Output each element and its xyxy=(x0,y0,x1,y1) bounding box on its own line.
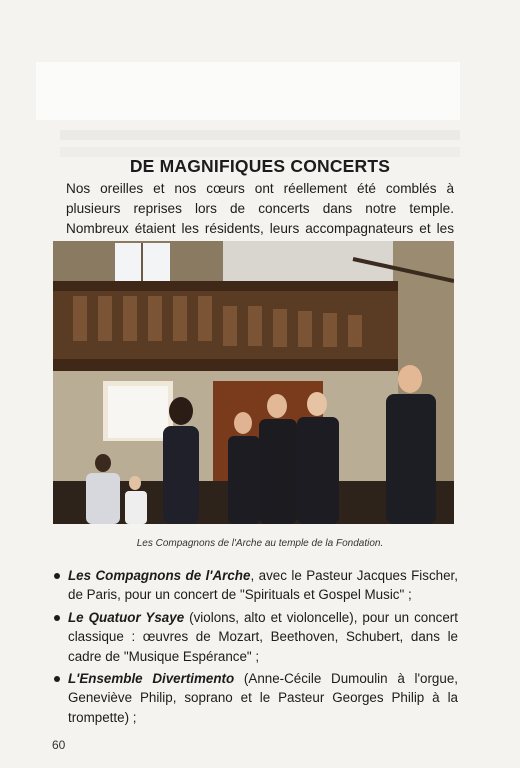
list-item xyxy=(54,608,458,666)
blank-header-band xyxy=(36,62,460,120)
list-item xyxy=(54,566,458,605)
bullet-icon xyxy=(54,615,60,621)
intro-paragraph: Nos oreilles et nos cœurs ont réellement été comblés à plusieurs reprises lors de concerts dans notre temple. Nombreux étaient les résidents, leurs accompagnateurs et les xyxy=(66,181,454,236)
concert-photo-illustration xyxy=(53,241,454,524)
bullet-icon xyxy=(54,676,60,682)
page-number: 60 xyxy=(52,738,66,752)
ensemble-name: Le Quatuor Ysaye xyxy=(68,609,185,625)
concert-photo xyxy=(53,241,454,524)
photo-caption: Les Compagnons de l'Arche au temple de la Fondation. xyxy=(136,538,384,549)
ensemble-name: Les Compagnons de l'Arche xyxy=(68,568,251,583)
item-text: , avec le Pasteur Jacques Fischer, de Paris, pour un concert de "Spirituals et Gospel Music" ; xyxy=(68,568,458,603)
bullet-icon xyxy=(54,573,60,579)
concert-list xyxy=(54,566,458,730)
section-title: DE MAGNIFIQUES CONCERTS xyxy=(129,156,391,176)
list-item xyxy=(54,669,458,727)
bleed-through-line xyxy=(60,130,460,140)
ensemble-name: L'Ensemble Divertimento xyxy=(68,671,235,687)
item-text: (violons, alto et violoncelle), pour un concert classique : œuvres de Mozart, Beethoven, Schubert, dans le cadre de "Musique Espérance" ; xyxy=(68,609,458,664)
item-text: (Anne-Cécile Dumoulin à l'orgue, Geneviève Philip, soprano et le Pasteur Georges Philip à la trompette) ; xyxy=(68,671,458,725)
